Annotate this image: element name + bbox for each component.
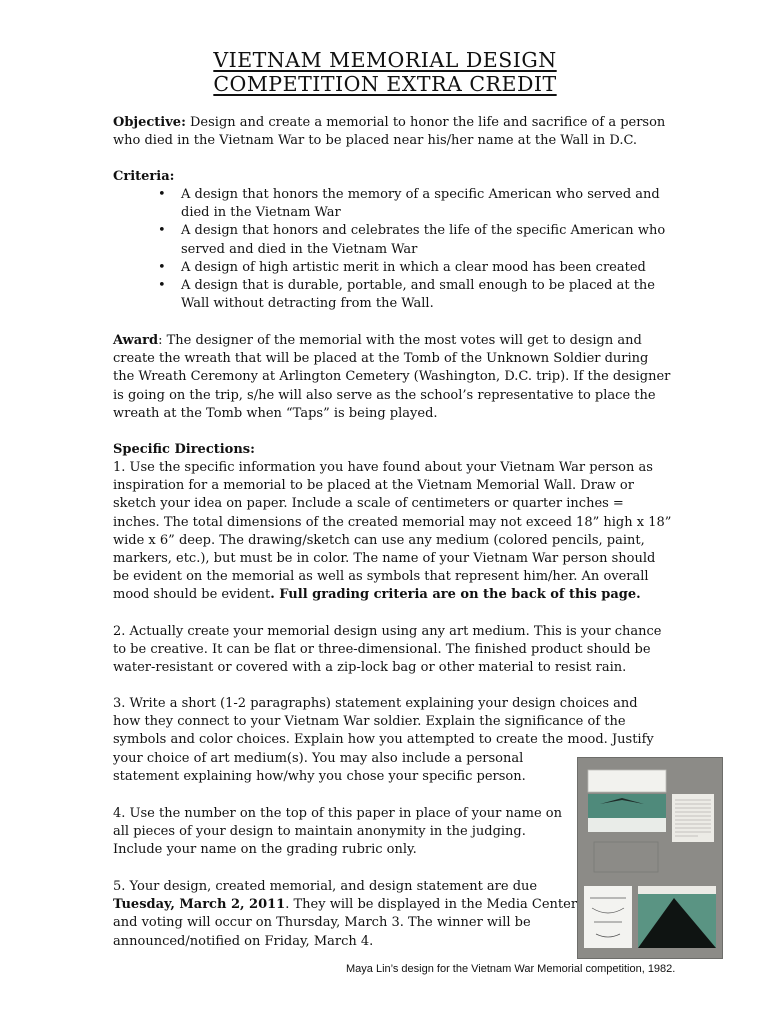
grading-note: . Full grading criteria are on the back of this page. — [270, 587, 641, 603]
direction-step-2: 2. Actually create your memorial design using any art medium. This is your chance to be creative. It can be flat or three-dimensional. The finished product should be water-resistant or covered with a zip-lock bag or other material to resist rain. — [113, 624, 662, 676]
page-title — [100, 48, 670, 96]
direction-step-3: 3. Write a short (1-2 paragraphs) statement explaining your design choices and how they connect to your Vietnam War soldier. Explain the significance of the symbols and color choices. Explain how you attempted to create the mood. Justify your choice of art medium(s). You may also include a personal statement explaining how/why you chose your specific person. — [113, 696, 654, 784]
direction-step-1: 1. Use the specific information you have found about your Vietnam War person as inspiration for a memorial to be placed at the Vietnam Memorial Wall. Draw or sketch your idea on paper. Include a scale of centimeters or quarter inches = inches. The total dimensions of the created memorial may not exceed 18” high x 18” wide x 6” deep. The drawing/sketch can use any medium (colored pencils, paint, markers, etc.), but must be in color. The name of your Vietnam War person should be evident on the memorial as well as symbols that represent him/her. An overall mood should be evident. Full grading criteria are on the back of this page. — [113, 460, 672, 603]
criteria-label: Criteria: — [113, 169, 175, 184]
bullet-icon: • — [158, 187, 166, 202]
objective-text: Design and create a memorial to honor the life and sacrifice of a person who died in the Vietnam War to be placed near his/her name at the Wall in D.C. — [113, 115, 666, 149]
title-line-1: VIETNAM MEMORIAL DESIGN — [213, 48, 557, 72]
award-text: : The designer of the memorial with the most votes will get to design and create the wreath that will be placed at the Tomb of the Unknown Soldier during the Wreath Ceremony at Arlington Cemetery (Washington, D.C. trip). If the designer is going on the trip, s/he will also serve as the school’s representative to place the wreath at the Tomb when “Taps” is being played. — [113, 333, 671, 421]
bullet-icon: • — [158, 259, 166, 275]
objective-label: Objective: — [113, 115, 186, 130]
direction-step-4: 4. Use the number on the top of this paper in place of your name on all pieces of your design to maintain anonymity in the judging. Include your name on the grading rubric only. — [113, 806, 563, 858]
due-date: Tuesday, March 2, 2011 — [113, 897, 286, 913]
title-line-2: COMPETITION EXTRA CREDIT — [213, 72, 557, 96]
award-label: Award — [113, 333, 159, 348]
objective-paragraph — [113, 114, 673, 150]
memorial-design-image — [577, 757, 723, 959]
direction-step-5: 5. Your design, created memorial, and design statement are due Tuesday, March 2, 2011. They will be displayed in the Media Center and voting will occur on Thursday, March 3. The winner will be announced/notified on Friday, March 4. — [113, 879, 578, 949]
memorial-design-drawing — [578, 758, 722, 958]
criteria-item: • A design that honors the memory of a specific American who served and died in the Vietnam War — [158, 187, 660, 221]
award-paragraph — [113, 332, 673, 423]
criteria-list — [113, 186, 673, 313]
bullet-icon: • — [158, 278, 166, 294]
bullet-icon: • — [158, 223, 166, 239]
directions-label: Specific Directions: — [113, 442, 255, 457]
criteria-item: • A design that honors and celebrates the life of the specific American who served and died in the Vietnam War — [158, 223, 666, 257]
criteria-item: • A design of high artistic merit in which a clear mood has been created — [113, 259, 673, 277]
image-caption: Maya Lin’s design for the Vietnam War Memorial competition, 1982. — [346, 963, 676, 975]
criteria-item: • A design that is durable, portable, and small enough to be placed at the Wall without detracting from the Wall. — [158, 278, 655, 312]
